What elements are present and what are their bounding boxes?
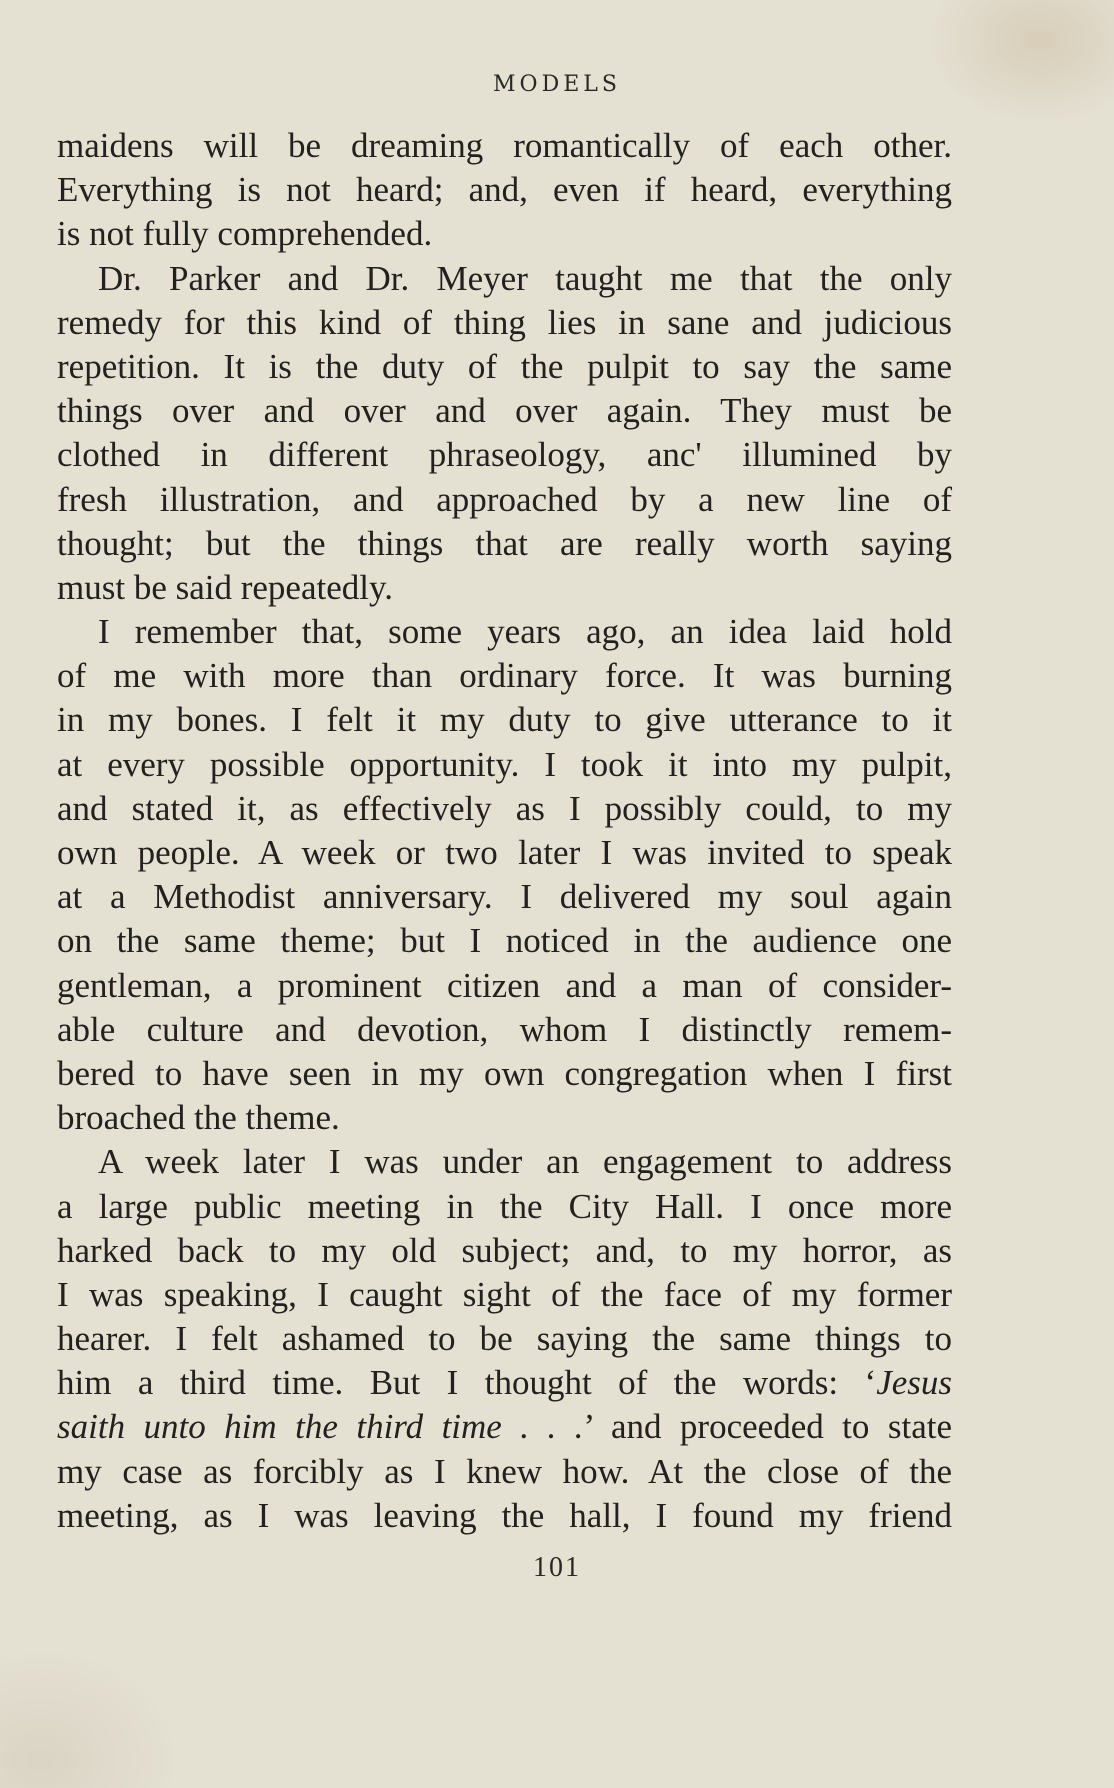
text-line: Dr. Parker and Dr. Meyer taught me that the only <box>98 258 952 298</box>
text-line: repetition. It is the duty of the pulpit to say the same <box>57 346 952 386</box>
text-line: in my bones. I felt it my duty to give utterance to it <box>57 700 952 740</box>
text-line: meeting, as I was leaving the hall, I found my friend <box>57 1495 952 1535</box>
text-line: I was speaking, I caught sight of the face of my former <box>57 1274 952 1314</box>
body-text <box>57 124 952 1538</box>
text-line: harked back to my old subject; and, to my horror, as <box>57 1230 952 1270</box>
text-line: must be said repeatedly. <box>57 567 393 607</box>
text-line: own people. A week or two later I was invited to speak <box>57 833 952 872</box>
text-line: on the same theme; but I noticed in the audience one <box>57 921 952 961</box>
italic-quote: saith unto him the third time . . . <box>57 1407 584 1447</box>
text-line: Everything is not heard; and, even if heard, everything <box>57 170 952 210</box>
text-line: my case as forcibly as I knew how. At the close of the <box>57 1451 952 1491</box>
text-line: at every possible opportunity. I took it into my pulpit, <box>57 744 952 784</box>
text-line: remedy for this kind of thing lies in sane and judicious <box>57 302 952 342</box>
text-line: thought; but the things that are really worth saying <box>57 523 952 563</box>
text-line: at a Methodist anniversary. I delivered my soul again <box>57 877 952 917</box>
text-line: broached the theme. <box>57 1098 340 1138</box>
text-line: I remember that, some years ago, an idea laid hold <box>98 612 952 652</box>
text-line: gentleman, a prominent citizen and a man of consider- <box>57 965 952 1005</box>
running-head: MODELS <box>493 72 621 97</box>
text-run: ’ and proceeded to state <box>583 1407 952 1447</box>
text-line: things over and over and over again. They must be <box>57 391 952 431</box>
text-line: hearer. I felt ashamed to be saying the same things to <box>57 1319 952 1359</box>
text-line: able culture and devotion, whom I distinctly remem- <box>57 1009 952 1049</box>
page-number: 101 <box>533 1552 581 1583</box>
text-line: fresh illustration, and approached by a new line of <box>57 479 952 519</box>
text-run: him a third time. But I thought of the words: ‘ <box>57 1363 877 1403</box>
text-line: bered to have seen in my own congregation when I first <box>57 1053 952 1093</box>
text-line: a large public meeting in the City Hall. I once more <box>57 1186 952 1226</box>
text-line: of me with more than ordinary force. It was burning <box>57 656 952 696</box>
text-line: maidens will be dreaming romantically of each other. <box>57 126 952 165</box>
text-line: clothed in different phraseology, anc' illumined by <box>57 435 952 475</box>
text-line-with-quote <box>57 1405 952 1449</box>
text-line: A week later I was under an engagement to address <box>98 1142 952 1182</box>
text-line: is not fully comprehended. <box>57 214 433 254</box>
italic-quote: Jesus <box>876 1363 952 1403</box>
text-line: and stated it, as effectively as I possibly could, to my <box>57 788 952 828</box>
text-line-with-quote <box>57 1361 952 1405</box>
